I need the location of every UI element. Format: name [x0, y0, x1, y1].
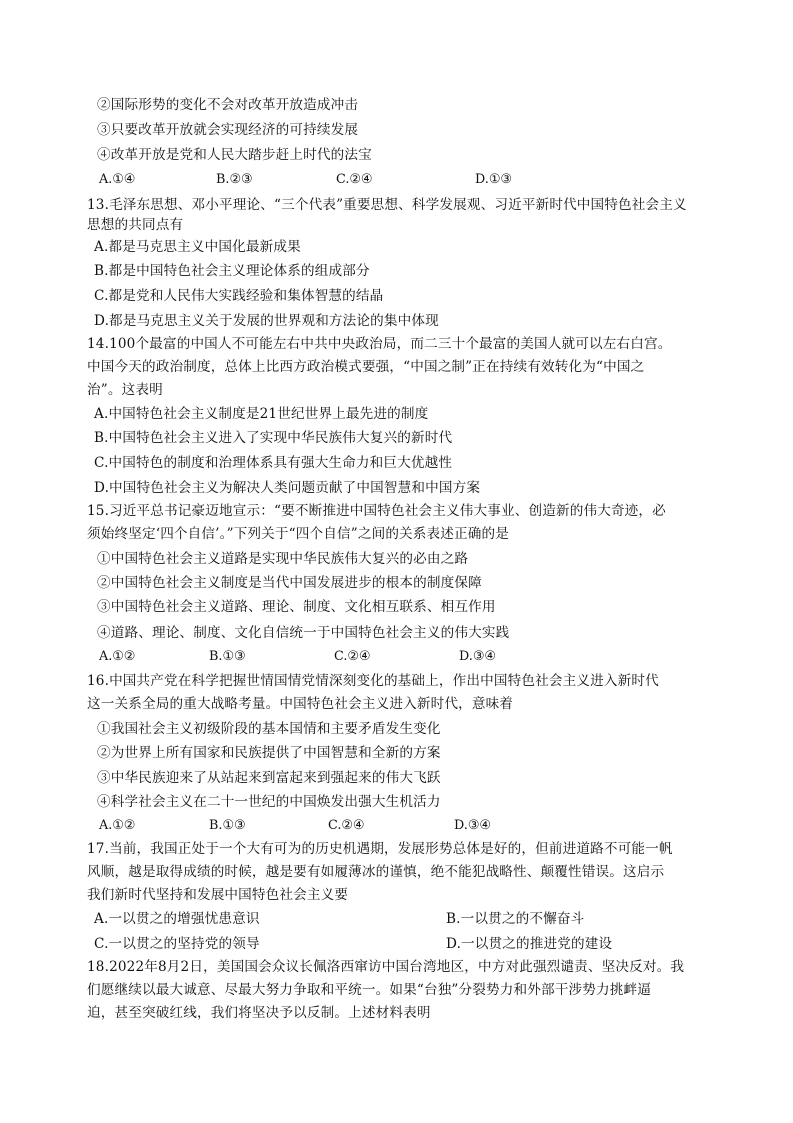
q15-choices — [99, 647, 699, 667]
q12-item-2: ②国际形势的变化不会对改革开放造成冲击 — [97, 97, 359, 113]
q17-stem-line-1: 17.当前，我国正处于一个大有可为的历史机遇期，发展形势总体是好的，但前进道路不可能一帆 — [87, 841, 673, 857]
q13-option-c: C.都是党和人民伟大实践经验和集体智慧的结晶 — [94, 288, 384, 304]
q16-choice-c: C.②④ — [328, 818, 365, 833]
q13-option-b: B.都是中国特色社会主义理论体系的组成部分 — [94, 263, 370, 279]
q15-stem-line-2: 须始终坚定‘四个自信’。”下列关于“四个自信”之间的关系表述正确的是 — [87, 526, 510, 542]
q18-stem-line-2: 们愿继续以最大诚意、尽最大努力争取和平统一。如果“台独”分裂势力和外部干涉势力挑衅逼 — [87, 982, 651, 998]
q16-choice-a: A.①② — [99, 818, 136, 833]
q16-item-3: ③中华民族迎来了从站起来到富起来到强起来的伟大飞跃 — [97, 770, 441, 786]
q12-item-4: ④改革开放是党和人民大踏步赶上时代的法宝 — [97, 147, 372, 163]
q12-choice-d: D.①③ — [475, 172, 512, 187]
q16-choice-b: B.①③ — [209, 818, 246, 833]
q13-option-d: D.都是马克思主义关于发展的世界观和方法论的集中体现 — [94, 313, 439, 329]
q13-stem-line-2: 思想的共同点有 — [87, 217, 184, 233]
q17-option-b: B.一以贯之的不懈奋斗 — [446, 911, 585, 927]
q15-item-2: ②中国特色社会主义制度是当代中国发展进步的根本的制度保障 — [97, 575, 482, 591]
q17-stem-line-2: 风顺，越是取得成绩的时候，越是要有如履薄冰的谨慎，绝不能犯战略性、颠覆性错误。这启示 — [87, 864, 665, 880]
q18-stem-line-1: 18.2022年8月2日，美国国会众议长佩洛西窜访中国台湾地区，中方对此强烈谴责、坚决反对。我 — [87, 959, 685, 975]
q16-item-4: ④科学社会主义在二十一世纪的中国焕发出强大生机活力 — [97, 794, 441, 810]
q12-choice-a: A.①④ — [99, 172, 136, 187]
q15-item-3: ③中国特色社会主义道路、理论、制度、文化相互联系、相互作用 — [97, 599, 496, 615]
q14-option-d: D.中国特色社会主义为解决人类问题贡献了中国智慧和中国方案 — [94, 480, 481, 496]
q16-item-1: ①我国社会主义初级阶段的基本国情和主要矛盾发生变化 — [97, 721, 441, 737]
q12-choices — [99, 170, 699, 190]
q14-option-b: B.中国特色社会主义进入了实现中华民族伟大复兴的新时代 — [94, 430, 453, 446]
q14-stem-line-2: 中国今天的政治制度，总体上比西方政治模式要强，“中国之制”正在持续有效转化为“中国之 — [87, 359, 645, 375]
q14-option-c: C.中国特色的制度和治理体系具有强大生命力和巨大优越性 — [94, 455, 453, 471]
q15-choice-c: C.②④ — [334, 649, 371, 664]
q14-option-a: A.中国特色社会主义制度是21世纪世界上最先进的制度 — [94, 406, 429, 422]
q12-item-3: ③只要改革开放就会实现经济的可持续发展 — [97, 122, 359, 138]
q14-stem-line-3: 治”。这表明 — [87, 382, 163, 398]
q12-choice-b: B.②③ — [216, 172, 253, 187]
q16-stem-line-1: 16.中国共产党在科学把握世情国情党情深刻变化的基础上，作出中国特色社会主义进入新时代 — [87, 673, 659, 689]
q16-item-2: ②为世界上所有国家和民族提供了中国智慧和全新的方案 — [97, 745, 441, 761]
q16-choices — [99, 816, 699, 836]
q15-choice-d: D.③④ — [459, 649, 496, 664]
q13-option-a: A.都是马克思主义中国化最新成果 — [94, 239, 301, 255]
q16-stem-line-2: 这一关系全局的重大战略考量。中国特色社会主义进入新时代，意味着 — [87, 696, 514, 712]
q13-stem-line-1: 13.毛泽东思想、邓小平理论、“三个代表”重要思想、科学发展观、习近平新时代中国特色社会主义 — [87, 197, 687, 213]
q15-stem-line-1: 15.习近平总书记豪迈地宣示：“要不断推进中国特色社会主义伟大事业、创造新的伟大奇迹，必 — [87, 503, 666, 519]
q15-item-1: ①中国特色社会主义道路是实现中华民族伟大复兴的必由之路 — [97, 551, 469, 567]
q17-option-c: C.一以贯之的坚持党的领导 — [94, 936, 260, 952]
q15-choice-b: B.①③ — [209, 649, 246, 664]
q17-option-d: D.一以贯之的推进党的建设 — [446, 936, 613, 952]
q16-choice-d: D.③④ — [454, 818, 491, 833]
q18-stem-line-3: 迫，甚至突破红线，我们将坚决予以反制。上述材料表明 — [87, 1005, 431, 1021]
q12-choice-c: C.②④ — [336, 172, 373, 187]
q15-choice-a: A.①② — [99, 649, 136, 664]
q17-stem-line-3: 我们新时代坚持和发展中国特色社会主义要 — [87, 887, 349, 903]
q14-stem-line-1: 14.100个最富的中国人不可能左右中共中央政治局，而二三十个最富的美国人就可以左右白宫。 — [87, 336, 672, 352]
q17-option-a: A.一以贯之的增强忧患意识 — [94, 911, 260, 927]
q15-item-4: ④道路、理论、制度、文化自信统一于中国特色社会主义的伟大实践 — [97, 625, 510, 641]
